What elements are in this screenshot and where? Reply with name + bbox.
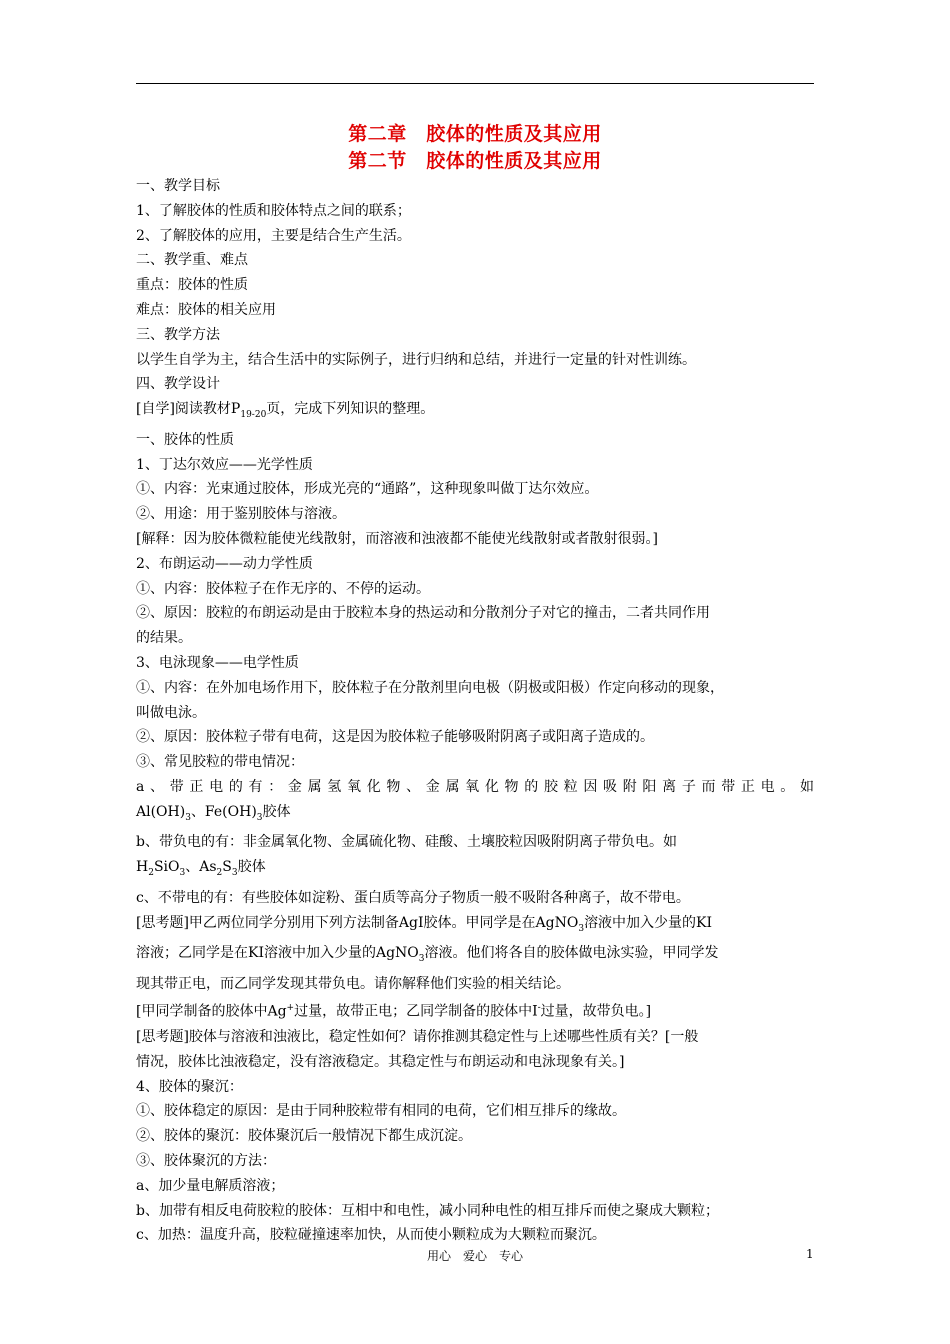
- formula-line: $Al(OH)_3$、$Fe(OH)_3$胶体: [136, 803, 291, 823]
- title-block: [136, 121, 814, 175]
- text-line: c、不带电的有：有些胶体如淀粉、蛋白质等高分子物质一般不吸附各种离子，故不带电。: [136, 889, 690, 906]
- question-line: [思考题]甲乙两位同学分别用下列方法制备AgI胶体。甲同学是在AgNO$_3$溶液中加入少量的KI: [136, 914, 713, 934]
- text-line: 叫做电泳。: [136, 704, 206, 721]
- question-line: [思考题]胶体与溶液和浊液比，稳定性如何？请你推测其稳定性与上述哪些性质有关？[一般: [136, 1028, 699, 1045]
- heading-colloid-properties: 一、胶体的性质: [136, 431, 234, 448]
- text-line: ①、胶体稳定的原因：是由于同种胶粒带有相同的电荷，它们相互排斥的缘故。: [136, 1103, 626, 1120]
- section-title: 第二节 胶体的性质及其应用: [348, 150, 602, 172]
- page-number: 1: [806, 1247, 814, 1261]
- heading-teaching-goals: 一、教学目标: [136, 178, 220, 194]
- electrophoresis-heading: 3、电泳现象——电学性质: [136, 654, 299, 671]
- chapter-title: 第二章 胶体的性质及其应用: [348, 123, 602, 145]
- footer-motto: 用心 爱心 专心: [426, 1249, 523, 1263]
- header-rule: [136, 83, 814, 84]
- key-point: 重点：胶体的性质: [136, 277, 248, 294]
- text-line: ②、胶体的聚沉：胶体聚沉后一般情况下都生成沉淀。: [136, 1128, 472, 1145]
- text-line: ②、用途：用于鉴别胶体与溶液。: [136, 506, 346, 523]
- difficult-point: 难点：胶体的相关应用: [136, 301, 276, 318]
- goal-item: 2、了解胶体的应用，主要是结合生产生活。: [136, 227, 411, 244]
- text-line: ①、内容：在外加电场作用下，胶体粒子在分散剂里向电极（阴极或阳极）作定向移动的现象，: [136, 679, 724, 696]
- text-line: c、加热：温度升高，胶粒碰撞速率加快，从而使小颗粒成为大颗粒而聚沉。: [136, 1227, 606, 1244]
- heading-design: 四、教学设计: [136, 376, 220, 393]
- text-line: b、加带有相反电荷胶粒的胶体：互相中和电性，减小同种电性的相互排斥而使之聚成大颗粒；: [136, 1202, 719, 1219]
- method-text: 以学生自学为主，结合生活中的实际例子，进行归纳和总结，并进行一定量的针对性训练。: [136, 351, 696, 368]
- self-study-line: [自学]阅读教材$P_{19-20}$页，完成下列知识的整理。: [136, 401, 435, 420]
- question-line: 现其带正电，而乙同学发现其带负电。请你解释他们实验的相关结论。: [136, 975, 570, 992]
- brownian-heading: 2、布朗运动——动力学性质: [136, 555, 313, 572]
- heading-methods: 三、教学方法: [136, 326, 220, 343]
- text-line: a、带正电的有：金属氢氧化物、金属氧化物的胶粒因吸附阳离子而带正电。如: [136, 778, 814, 795]
- text-line: ②、原因：胶粒的布朗运动是由于胶粒本身的热运动和分散剂分子对它的撞击，二者共同作用: [136, 605, 710, 622]
- answer-line: [甲同学制备的胶体中Ag+过量，故带正电；乙同学制备的胶体中I-过量，故带负电。]: [136, 1003, 652, 1021]
- answer-line: 情况，胶体比浊液稳定，没有溶液稳定。其稳定性与布朗运动和电泳现象有关。]: [136, 1053, 625, 1070]
- document-body: [136, 174, 814, 1248]
- coagulation-heading: 4、胶体的聚沉：: [136, 1078, 243, 1095]
- heading-key-points: 二、教学重、难点: [136, 252, 248, 269]
- text-line: ①、内容：光束通过胶体，形成光亮的“通路”，这种现象叫做丁达尔效应。: [136, 481, 599, 498]
- text-line: ③、常见胶粒的带电情况：: [136, 754, 304, 771]
- explanation-line: [解释：因为胶体微粒能使光线散射，而溶液和浊液都不能使光线散射或者散射很弱。]: [136, 530, 658, 547]
- tyndall-heading: 1、丁达尔效应——光学性质: [136, 456, 313, 473]
- text-line: ③、胶体聚沉的方法：: [136, 1152, 276, 1169]
- text-line: 的结果。: [136, 630, 192, 647]
- question-line: 溶液；乙同学是在KI溶液中加入少量的AgNO$_3$溶液。他们将各自的胶体做电泳实验，甲同学发: [136, 945, 719, 964]
- text-line: ②、原因：胶体粒子带有电荷，这是因为胶体粒子能够吸附阴离子或阳离子造成的。: [136, 729, 654, 746]
- goal-item: 1、了解胶体的性质和胶体特点之间的联系；: [136, 202, 411, 219]
- text-line: a、加少量电解质溶液；: [136, 1177, 285, 1194]
- text-line: b、带负电的有：非金属氧化物、金属硫化物、硅酸、土壤胶粒因吸附阴离子带负电。如: [136, 834, 677, 851]
- text-line: ①、内容：胶体粒子在作无序的、不停的运动。: [136, 580, 430, 597]
- formula-line: $H_2SiO_3$、$As_2S_3$胶体: [136, 859, 266, 878]
